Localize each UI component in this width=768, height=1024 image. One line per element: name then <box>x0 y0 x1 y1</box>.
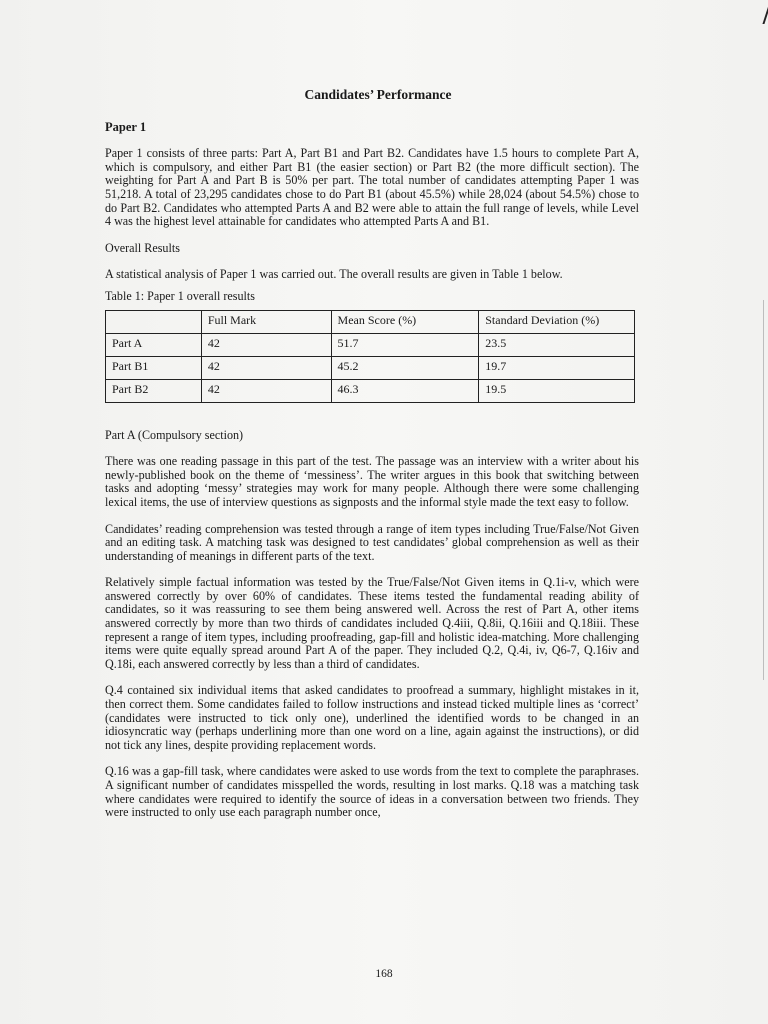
table-row <box>106 356 635 379</box>
table-cell: 23.5 <box>479 333 635 356</box>
body-paragraph: Q.4 contained six individual items that asked candidates to proofread a summary, highlight mistakes in it, then correct them. Some candidates failed to follow instructions and instead ticked multiple lines as ‘correct’ (candidates were instructed to tick only one), underlined the identified words to be changed in an idiosyncratic way (perhaps underlining more than one word on a line, again against the instructions), or did not tick any lines, despite providing replacement words. <box>105 683 639 752</box>
table-row <box>106 333 635 356</box>
overall-results-text: A statistical analysis of Paper 1 was carried out. The overall results are given in Table 1 below. <box>105 267 563 282</box>
table-header-cell: Full Mark <box>201 310 331 333</box>
table-cell: 19.5 <box>479 379 635 402</box>
body-paragraph: Q.16 was a gap-fill task, where candidates were asked to use words from the text to complete the paraphrases. A significant number of candidates misspelled the words, resulting in lost marks. Q.18 was a matching task where candidates were required to identify the source of ideas in a conversation between two friends. They were instructed to only use each paragraph number once, <box>105 764 639 820</box>
document-body <box>105 88 639 833</box>
body-paragraph: Relatively simple factual information was tested by the True/False/Not Given items in Q.1i-v, which were answered correctly by over 60% of candidates. These items tested the fundamental reading ability of candidates, so it was reassuring to see them being answered well. Across the rest of Part A, other items answered correctly by more than two thirds of candidates included Q.4iii, Q.8ii, Q.16iii and Q.18iii. These represent a range of item types, including proofreading, gap-fill and holistic idea-matching. More challenging items were quite equally spread around Part A of the paper. They included Q.2, Q.4i, iv, Q6-7, Q.16iv and Q.18i, each answered correctly by less than a third of candidates. <box>105 575 639 671</box>
table-cell: 45.2 <box>331 356 479 379</box>
table-cell: 42 <box>201 379 331 402</box>
page-number: 168 <box>375 968 393 980</box>
table-cell: 51.7 <box>331 333 479 356</box>
table-cell: Part B2 <box>106 379 202 402</box>
intro-paragraph: Paper 1 consists of three parts: Part A, Part B1 and Part B2. Candidates have 1.5 hours to complete Part A, which is compulsory, and either Part B1 (the easier section) or Part B2 (the more difficult section). The weighting for Part A and Part B is 50% per part. The total number of candidates attempting Paper 1 was 51,218. A total of 23,295 candidates chose to do Part B1 (about 45.5%) while 28,024 (about 54.5%) chose to do Part B2. Candidates who attempted Parts A and B2 were able to attain the full range of levels, while Level 4 was the highest level attainable for candidates who attempted Parts A and B1. <box>105 146 639 229</box>
results-table <box>105 310 635 403</box>
table-cell: Part A <box>106 333 202 356</box>
table-cell: 42 <box>201 333 331 356</box>
body-paragraph: Candidates’ reading comprehension was tested through a range of item types including True/False/Not Given and an editing task. A matching task was designed to test candidates’ global comprehension as well as their understanding of meanings in different parts of the text. <box>105 521 639 563</box>
page-corner-mark <box>750 2 768 24</box>
table-cell: 19.7 <box>479 356 635 379</box>
table-cell: 46.3 <box>331 379 479 402</box>
paper-heading: Paper 1 <box>105 119 147 134</box>
page-edge-shadow <box>763 300 764 680</box>
table-header-cell <box>106 310 202 333</box>
table-cell: Part B1 <box>106 356 202 379</box>
table-caption: Table 1: Paper 1 overall results <box>105 288 255 303</box>
overall-results-heading: Overall Results <box>105 240 180 255</box>
page-title: Candidates’ Performance <box>304 87 452 102</box>
table-header-row <box>106 310 635 333</box>
table-header-cell: Standard Deviation (%) <box>479 310 635 333</box>
body-paragraph: There was one reading passage in this part of the test. The passage was an interview with a writer about his newly-published book on the theme of ‘messiness’. The writer argues in this book that switching between tasks and adopting ‘messy’ strategies may work for many people. Although there were some challenging lexical items, the use of interview questions as signposts and the informal style made the text easy to follow. <box>105 454 639 509</box>
table-header-cell: Mean Score (%) <box>331 310 479 333</box>
table-cell: 42 <box>201 356 331 379</box>
table-row <box>106 379 635 402</box>
part-a-heading: Part A (Compulsory section) <box>105 427 244 442</box>
